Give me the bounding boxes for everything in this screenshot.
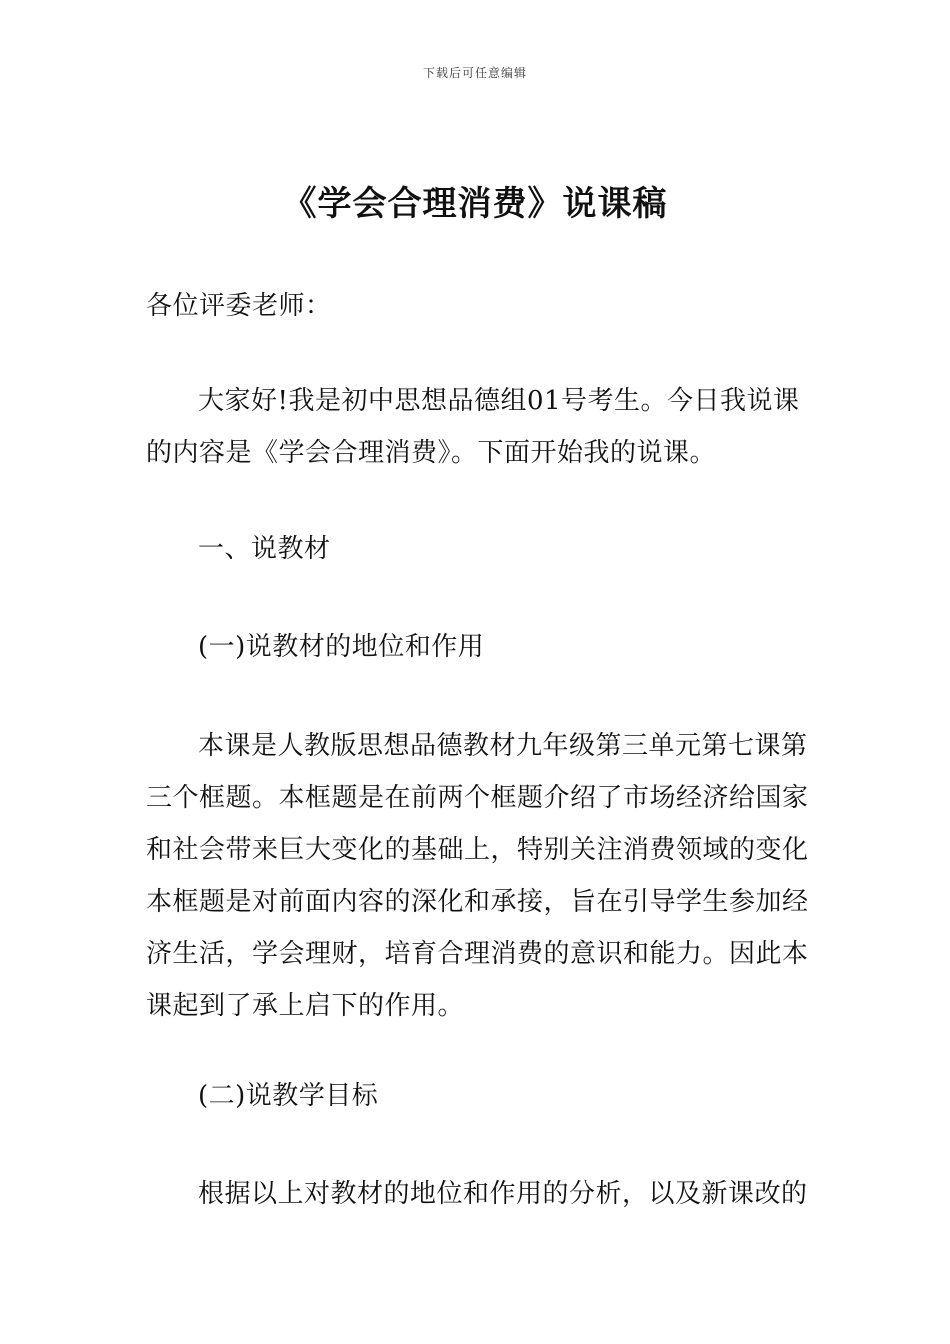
- paragraph-greeting: 大家好!我是初中思想品德组01号考生。今日我说课的内容是《学会合理消费》。下面开始我的说课。: [146, 386, 800, 468]
- subsection-heading-objectives: (二)说教学目标: [198, 1081, 379, 1111]
- salutation: 各位评委老师：: [146, 291, 332, 321]
- header-note: 下载后可任意编辑: [422, 66, 527, 80]
- subsection-heading-position: (一)说教材的地位和作用: [198, 632, 485, 662]
- section-heading-textbook: 一、说教材: [198, 534, 331, 564]
- document-title: 《学会合理消费》说课稿: [282, 184, 668, 224]
- paragraph-objectives: 根据以上对教材的地位和作用的分析，以及新课改的: [198, 1179, 808, 1209]
- paragraph-textbook-position: 本课是人教版思想品德教材九年级第三单元第七课第三个框题。本框题是在前两个框题介绍了市场经济给国家和社会带来巨大变化的基础上，特别关注消费领域的变化本框题是对前面内容的深化和承接，旨在引导学生参加经济生活，学会理财，培育合理消费的意识和能力。因此本课起到了承上启下的作用。: [146, 731, 809, 1021]
